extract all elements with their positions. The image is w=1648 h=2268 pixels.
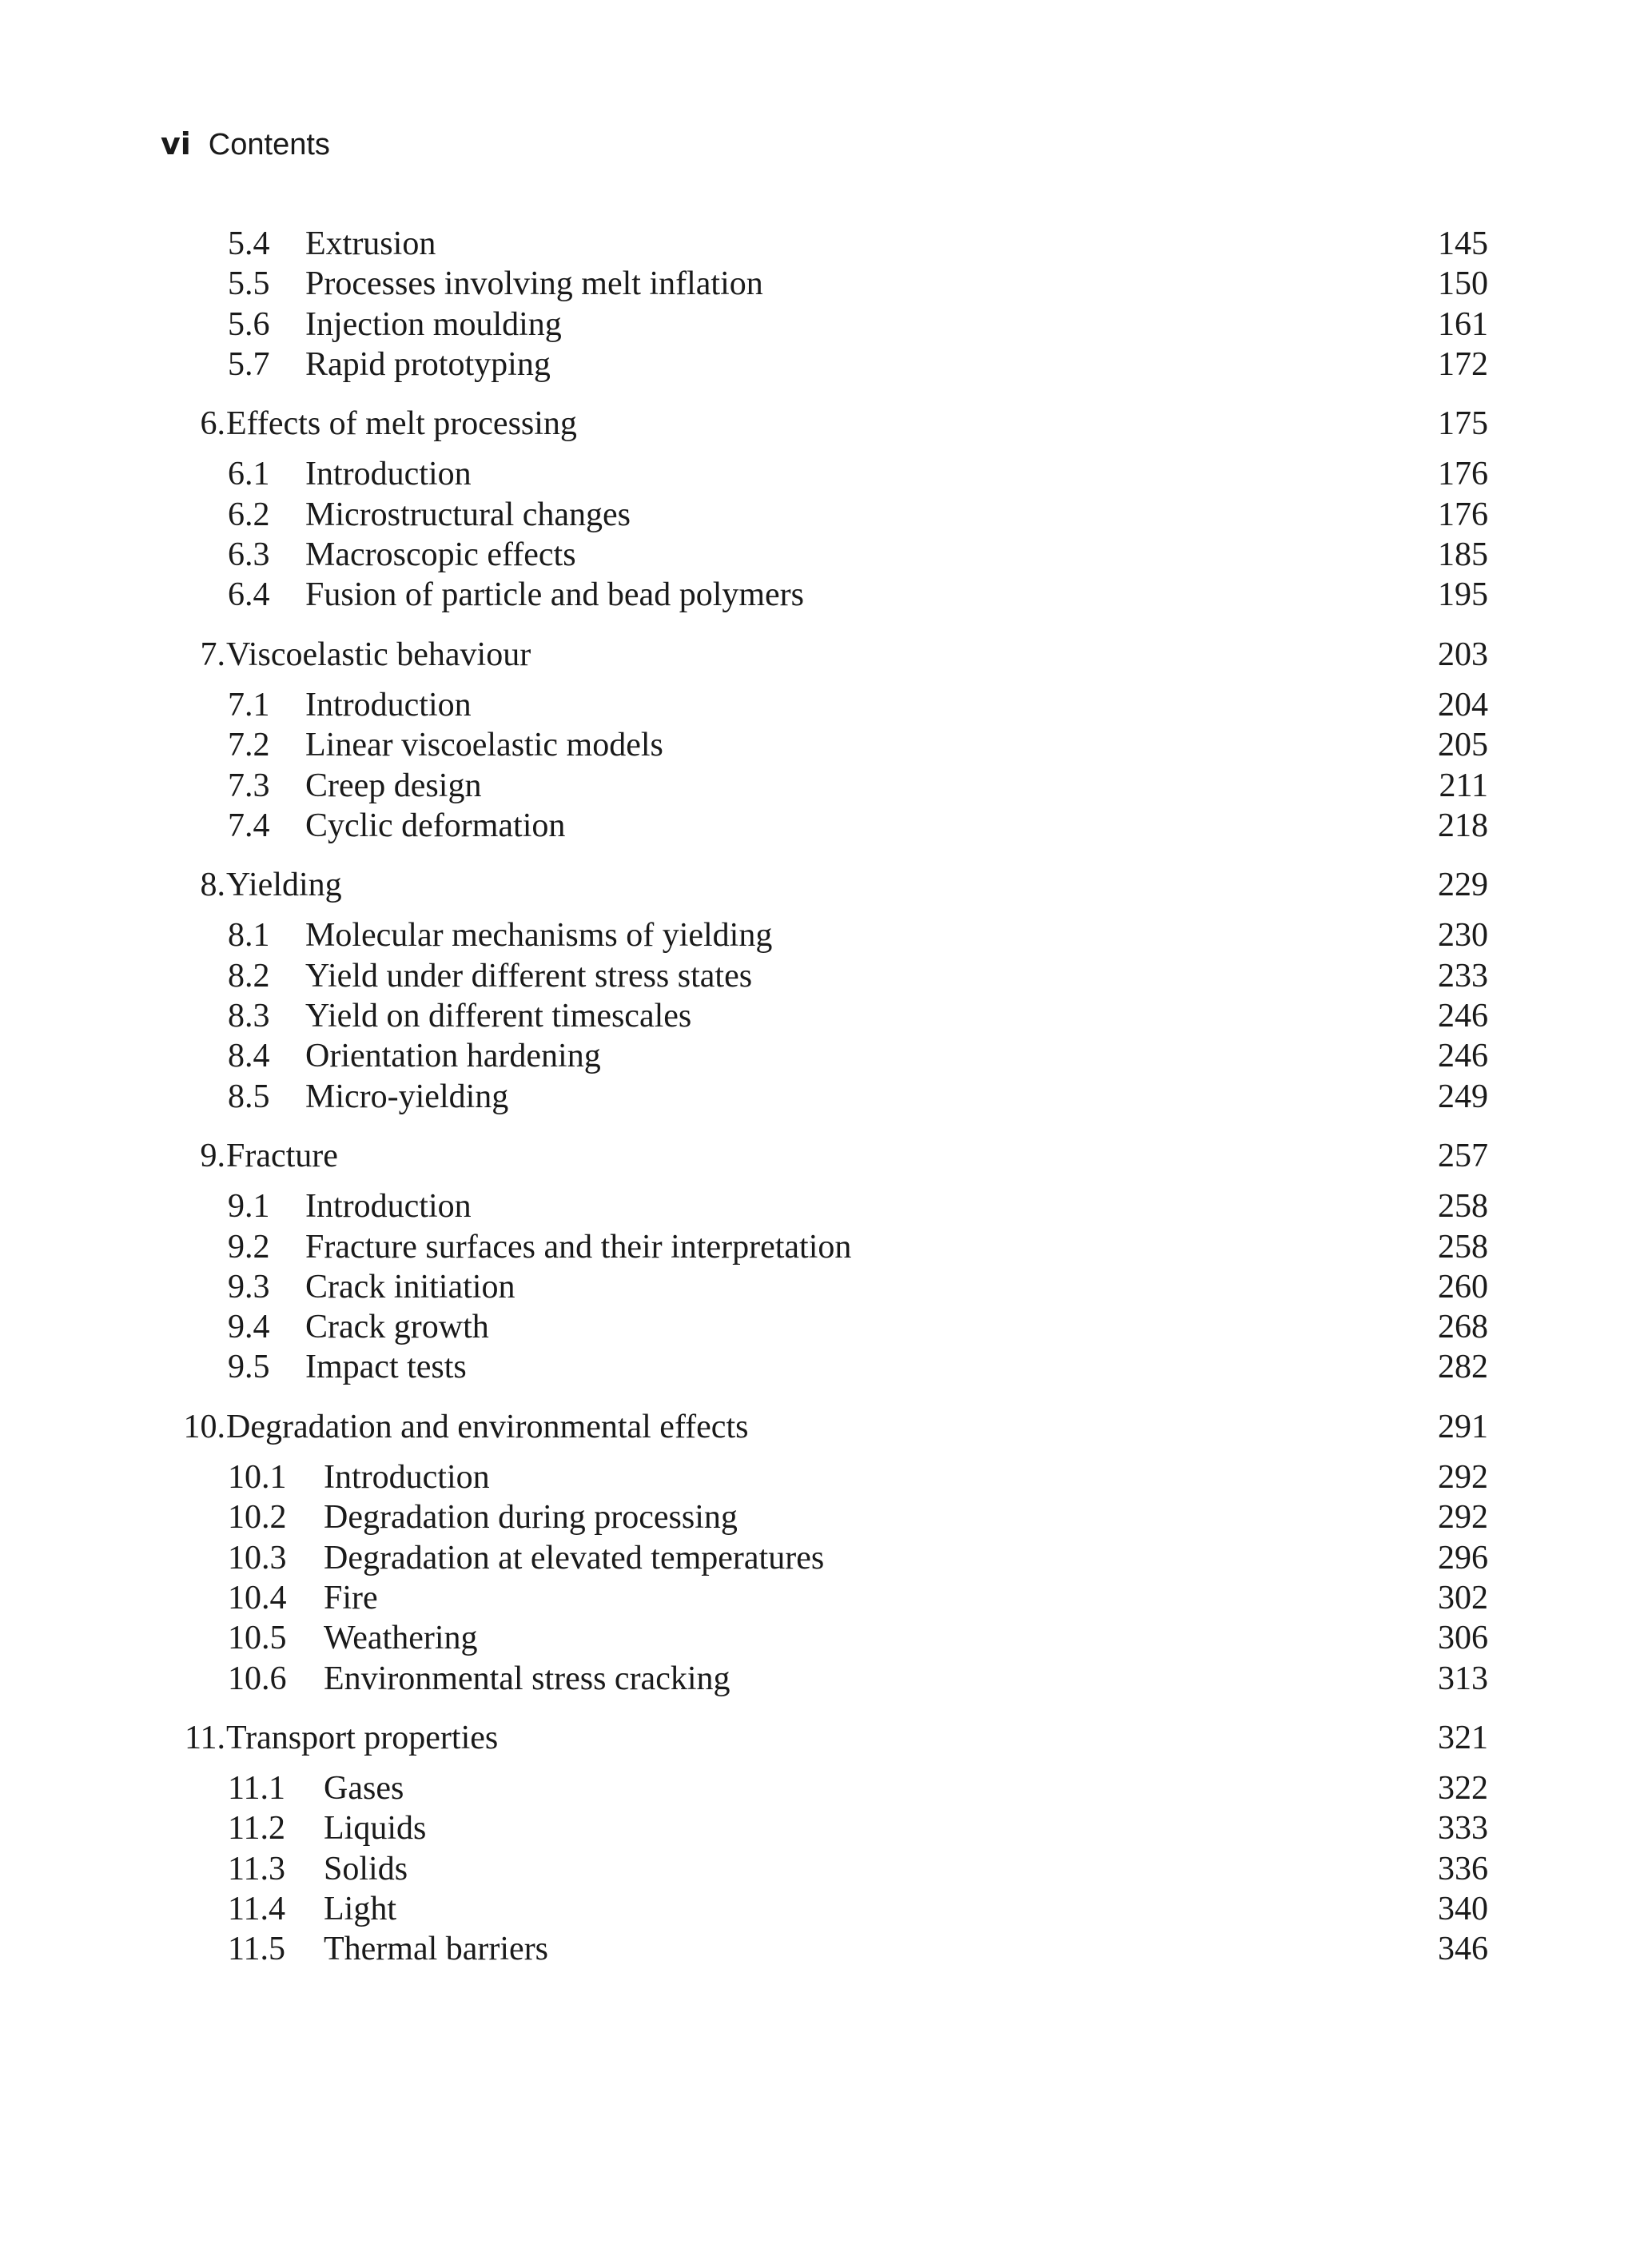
toc-section-entry: [160, 1307, 1488, 1347]
page-number: 195: [1438, 576, 1488, 614]
section-number: 6.2: [228, 496, 270, 533]
page-number: 282: [1438, 1349, 1488, 1386]
toc-section-entry: [160, 725, 1488, 765]
section-title: Weathering: [324, 1620, 478, 1657]
toc-chapter-entry: [160, 1136, 1488, 1176]
section-title: Impact tests: [305, 1349, 467, 1386]
toc-section-entry: [160, 1227, 1488, 1267]
page-number: 172: [1438, 345, 1488, 383]
toc-section-entry: [160, 1768, 1488, 1808]
section-title: Yield under different stress states: [305, 957, 753, 994]
toc-section-entry: [160, 575, 1488, 615]
section-title: Light: [324, 1890, 396, 1927]
toc-chapter-entry: [160, 635, 1488, 675]
page-number: 296: [1438, 1539, 1488, 1576]
toc-section-entry: [160, 1036, 1488, 1076]
toc-section-entry: [160, 495, 1488, 535]
section-number: 7.1: [228, 686, 270, 723]
section-number: 11.1: [228, 1770, 285, 1808]
page-number: 150: [1438, 265, 1488, 303]
page-number: 257: [1438, 1137, 1488, 1174]
toc-section-entry: [160, 535, 1488, 575]
page-number: 161: [1438, 305, 1488, 343]
section-number: 10.6: [228, 1660, 287, 1697]
section-number: 7.2: [228, 727, 270, 764]
page-folio: vi: [161, 126, 191, 161]
toc-section-entry: [160, 1347, 1488, 1387]
section-number: 8.5: [228, 1078, 270, 1115]
section-title: Introduction: [305, 1188, 472, 1226]
toc-section-entry: [160, 996, 1488, 1036]
section-title: Rapid prototyping: [305, 345, 551, 383]
section-number: 9.5: [228, 1349, 270, 1386]
chapter-number: 6.: [200, 405, 225, 443]
page-number: 176: [1438, 456, 1488, 493]
section-number: 8.3: [228, 998, 270, 1035]
toc-section-entry: [160, 1849, 1488, 1889]
page-number: 322: [1438, 1770, 1488, 1808]
section-title: Crack initiation: [305, 1268, 515, 1305]
toc-section-entry: [160, 766, 1488, 806]
toc-section-entry: [160, 345, 1488, 385]
page-number: 321: [1438, 1719, 1488, 1756]
chapter-number: 11.: [185, 1719, 225, 1756]
toc-section-entry: [160, 956, 1488, 996]
section-number: 7.4: [228, 807, 270, 844]
section-number: 10.3: [228, 1539, 287, 1576]
page-number: 313: [1438, 1660, 1488, 1697]
page-number: 268: [1438, 1309, 1488, 1346]
toc-section-entry: [160, 264, 1488, 304]
page-number: 246: [1438, 998, 1488, 1035]
page-number: 230: [1438, 917, 1488, 955]
section-number: 9.3: [228, 1268, 270, 1305]
section-number: 6.1: [228, 456, 270, 493]
section-number: 10.2: [228, 1499, 287, 1537]
toc-section-entry: [160, 1808, 1488, 1848]
section-number: 11.5: [228, 1931, 285, 1968]
chapter-number: 9.: [200, 1137, 225, 1174]
section-number: 11.2: [228, 1810, 285, 1847]
section-title: Creep design: [305, 767, 482, 804]
toc-section-entry: [160, 685, 1488, 725]
section-number: 10.4: [228, 1579, 287, 1616]
section-title: Liquids: [324, 1810, 427, 1847]
toc-section-entry: [160, 1929, 1488, 1969]
chapter-title: Effects of melt processing: [226, 405, 577, 443]
toc-section-entry: [160, 1618, 1488, 1658]
section-title: Environmental stress cracking: [324, 1660, 730, 1697]
chapter-title: Viscoelastic behaviour: [226, 636, 531, 673]
page-number: 229: [1438, 867, 1488, 904]
page-number: 233: [1438, 957, 1488, 994]
chapter-number: 7.: [200, 636, 225, 673]
section-title: Introduction: [324, 1459, 490, 1497]
page-number: 204: [1438, 686, 1488, 723]
page-number: 336: [1438, 1850, 1488, 1887]
section-title: Degradation at elevated temperatures: [324, 1539, 825, 1576]
section-number: 8.1: [228, 917, 270, 955]
toc-section-entry: [160, 1578, 1488, 1618]
section-title: Processes involving melt inflation: [305, 265, 763, 303]
page-number: 258: [1438, 1188, 1488, 1226]
page-number: 185: [1438, 536, 1488, 574]
section-number: 6.4: [228, 576, 270, 614]
section-number: 5.5: [228, 265, 270, 303]
page-number: 203: [1438, 636, 1488, 673]
page-number: 260: [1438, 1268, 1488, 1305]
toc-chapter-entry: [160, 1718, 1488, 1758]
chapter-title: Fracture: [226, 1137, 338, 1174]
section-title: Crack growth: [305, 1309, 489, 1346]
toc-section-entry: [160, 1497, 1488, 1537]
chapter-number: 10.: [183, 1408, 225, 1445]
page-number: 246: [1438, 1038, 1488, 1075]
toc-section-entry: [160, 1267, 1488, 1307]
section-number: 8.2: [228, 957, 270, 994]
section-title: Introduction: [305, 686, 472, 723]
page-number: 306: [1438, 1620, 1488, 1657]
section-number: 9.2: [228, 1228, 270, 1266]
section-number: 5.7: [228, 345, 270, 383]
section-title: Fusion of particle and bead polymers: [305, 576, 805, 614]
page-number: 176: [1438, 496, 1488, 533]
page-number: 333: [1438, 1810, 1488, 1847]
running-header: [161, 126, 330, 174]
chapter-title: Transport properties: [226, 1719, 499, 1756]
toc-section-entry: [160, 1659, 1488, 1699]
section-title: Extrusion: [305, 225, 436, 262]
section-title: Orientation hardening: [305, 1038, 601, 1075]
section-title: Introduction: [305, 456, 472, 493]
section-number: 6.3: [228, 536, 270, 574]
section-number: 11.4: [228, 1890, 285, 1927]
section-number: 10.1: [228, 1459, 287, 1497]
toc-section-entry: [160, 1538, 1488, 1578]
section-number: 5.6: [228, 305, 270, 343]
toc-section-entry: [160, 1457, 1488, 1497]
toc-section-entry: [160, 915, 1488, 955]
section-title: Cyclic deformation: [305, 807, 566, 844]
page-number: 249: [1438, 1078, 1488, 1115]
toc-chapter-entry: [160, 1407, 1488, 1447]
page-number: 211: [1439, 767, 1488, 804]
section-title: Macroscopic effects: [305, 536, 576, 574]
chapter-title: Degradation and environmental effects: [226, 1408, 749, 1445]
section-title: Linear viscoelastic models: [305, 727, 663, 764]
section-title: Micro-yielding: [305, 1078, 509, 1115]
section-title: Molecular mechanisms of yielding: [305, 917, 773, 955]
page-number: 205: [1438, 727, 1488, 764]
page-number: 340: [1438, 1890, 1488, 1927]
toc-chapter-entry: [160, 404, 1488, 444]
page-number: 218: [1438, 807, 1488, 844]
section-number: 9.4: [228, 1309, 270, 1346]
section-number: 8.4: [228, 1038, 270, 1075]
section-title: Microstructural changes: [305, 496, 631, 533]
toc-section-entry: [160, 454, 1488, 494]
chapter-number: 8.: [200, 867, 225, 904]
section-title: Fracture surfaces and their interpretation: [305, 1228, 852, 1266]
section-number: 9.1: [228, 1188, 270, 1226]
section-title: Yield on different timescales: [305, 998, 692, 1035]
toc-section-entry: [160, 1889, 1488, 1929]
toc-chapter-entry: [160, 865, 1488, 905]
section-title: Fire: [324, 1579, 378, 1616]
page-number: 175: [1438, 405, 1488, 443]
toc-section-entry: [160, 1186, 1488, 1226]
section-number: 7.3: [228, 767, 270, 804]
page-number: 291: [1438, 1408, 1488, 1445]
page-number: 258: [1438, 1228, 1488, 1266]
section-number: 10.5: [228, 1620, 287, 1657]
toc-section-entry: [160, 224, 1488, 264]
page-number: 292: [1438, 1459, 1488, 1497]
page-number: 302: [1438, 1579, 1488, 1616]
page-number: 292: [1438, 1499, 1488, 1537]
section-title: Injection moulding: [305, 305, 562, 343]
section-number: 11.3: [228, 1850, 285, 1887]
chapter-title: Yielding: [226, 867, 342, 904]
toc-section-entry: [160, 806, 1488, 846]
running-head-title: Contents: [208, 128, 330, 161]
section-title: Gases: [324, 1770, 404, 1808]
page-number: 346: [1438, 1931, 1488, 1968]
section-title: Thermal barriers: [324, 1931, 549, 1968]
toc-section-entry: [160, 305, 1488, 345]
section-number: 5.4: [228, 225, 270, 262]
page-number: 145: [1438, 225, 1488, 262]
section-title: Solids: [324, 1850, 408, 1887]
toc-section-entry: [160, 1077, 1488, 1117]
table-of-contents: [160, 224, 1488, 1970]
section-title: Degradation during processing: [324, 1499, 738, 1537]
